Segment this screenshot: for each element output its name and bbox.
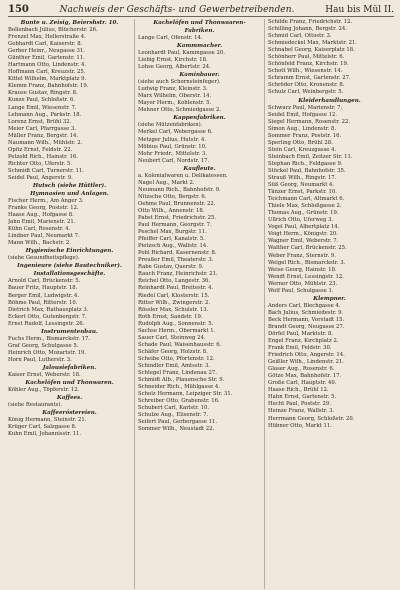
section-heading: Ingenieure (siehe Bautechniker). bbox=[17, 263, 122, 270]
directory-entry: Horn Paul, Lutherstr. 3. bbox=[8, 356, 72, 363]
directory-entry: Kühn Carl, Rosenstr. 4. bbox=[8, 226, 71, 233]
directory-entry: Beck Hermann, Vorstadt 15. bbox=[268, 316, 345, 323]
directory-entry: Bauer Fritz, Hauptstr. 18. bbox=[8, 285, 78, 292]
directory-entry: Oehme Paul, Brunnenstr. 22. bbox=[138, 200, 216, 207]
directory-entry: Weber Franz, Sternstr. 9. bbox=[268, 252, 336, 259]
directory-entry: Heinze Franz, Wallstr. 3. bbox=[268, 408, 335, 415]
directory-entry: Lange Carl, Ofenstr. 14. bbox=[138, 35, 203, 41]
directory-entry: Merkel Carl, Webergasse 6. bbox=[138, 129, 213, 136]
directory-entry: Pohl Richard, Kasernenstr. 8. bbox=[138, 250, 217, 257]
directory-entry: Schönfeld Franz, Kirchstr. 19. bbox=[268, 61, 349, 68]
directory-entry: Lohse Georg, Albertstr. 24. bbox=[138, 64, 211, 71]
section-heading: Kachelöfen und Thonwaaren- bbox=[153, 20, 246, 26]
directory-entry: Mehner Otto, Schmiedgasse 2. bbox=[138, 107, 221, 114]
directory-entry: Seifert Paul, Gerbergasse 11. bbox=[138, 419, 218, 426]
section-heading: Hygienische Einrichtungen. bbox=[25, 248, 114, 255]
directory-entry: Schmidt Carl, Turnerstr. 11. bbox=[8, 167, 84, 174]
directory-entry: Strauß Wilh., Ringstr. 17. bbox=[268, 174, 337, 181]
directory-entry: Scholz Hermann, Leipziger Str. 31. bbox=[138, 391, 233, 398]
section-heading: Kleiderhandlungen. bbox=[298, 97, 361, 104]
directory-entry: Süß Georg, Neumarkt 4. bbox=[268, 182, 335, 189]
directory-entry: Schreiber Otto, Grabenstr. 16. bbox=[138, 398, 220, 405]
directory-entry: Marx Wilhelm, Oberstr. 14. bbox=[138, 93, 212, 100]
section-heading: Kaffees. bbox=[56, 395, 83, 402]
directory-entry: Kittel Wilhelm, Marktplatz 9. bbox=[8, 76, 87, 83]
directory-entry: Preußer Emil, Theaterstr. 3. bbox=[138, 257, 214, 264]
directory-entry: Siegel Hermann, Rosenstr. 22. bbox=[268, 118, 351, 125]
directory-entry: Thiele Max, Schloßgasse 2. bbox=[268, 203, 342, 210]
directory-entry: Schilling Johann, Bergstr. 24. bbox=[268, 26, 347, 33]
directory-entry: Neubert Carl, Nordstr. 17. bbox=[138, 157, 210, 164]
directory-entry: Bach Julius, Schmiedestr. 9. bbox=[268, 309, 344, 316]
directory-entry: Leonhardt Paul, Kammgasse 20. bbox=[138, 50, 225, 57]
directory-entry: Reichel Otto, Langestr. 36. bbox=[138, 278, 211, 285]
directory-entry: Friedrich Otto, Angerstr. 14. bbox=[268, 352, 345, 359]
page-header bbox=[8, 4, 394, 17]
directory-entry: Naumann Wilh., Mühlstr. 2. bbox=[8, 139, 83, 146]
directory-entry: Bollenbach Julius, Blücherstr. 26. bbox=[8, 27, 98, 33]
directory-entry: Wagner Emil, Weberstr. 7. bbox=[268, 238, 339, 245]
directory-entry: Wendt Ernst, Lessingstr. 12. bbox=[268, 273, 344, 280]
directory-entry: Schönherr Paul, Mittelstr. 6. bbox=[268, 54, 345, 61]
section-heading: Instrumentenbau. bbox=[41, 328, 98, 335]
section-heading: Bunte u. Zeisig, Beiershstr. 10. bbox=[20, 20, 119, 26]
directory-entry: Schilde Franz, Friedrichstr. 12. bbox=[268, 19, 353, 25]
page-title: Nachweis der Geschäfts- und Gewerbetreibenden. bbox=[59, 5, 295, 15]
directory-entry: Lorenz Ernst, Brühl 32. bbox=[8, 118, 72, 125]
directory-entry: Sperling Otto, Brühl 28. bbox=[268, 139, 333, 146]
directory-entry: Hecht Paul, Poststr. 29. bbox=[268, 401, 331, 408]
directory-entry: Schneider Rich., Mühlgasse 4. bbox=[138, 384, 220, 391]
directory-entry: Neumann Rich., Bahnhofstr. 9. bbox=[138, 186, 221, 193]
directory-entry: Dietrich Max, Rathausplatz 3. bbox=[8, 306, 89, 313]
directory-entry: Ullrich Otto, Uferweg 3. bbox=[268, 217, 334, 224]
directory-entry: Stöckel Paul, Bahnhofstr. 35. bbox=[268, 167, 346, 174]
directory-entry: Pabst Ernst, Friedrichstr. 25. bbox=[138, 214, 217, 221]
directory-entry: Pietzsch Aug., Wallstr. 14. bbox=[138, 243, 208, 250]
directory-entry: Kunze Paul, Schloßstr. 6. bbox=[8, 97, 75, 104]
directory-entry: a. Kolonialwaren u. Delikatessen. bbox=[138, 172, 228, 179]
directory-entry: Paul Hermann, Georgstr. 7. bbox=[138, 222, 212, 229]
columns bbox=[8, 19, 394, 589]
directory-entry: Böhme Paul, Ritterstr. 10. bbox=[8, 299, 78, 306]
directory-entry: Mayer Herm., Kohlenstr. 5. bbox=[138, 100, 212, 107]
section-heading: Kappenfabriken. bbox=[173, 115, 226, 122]
directory-entry: Sommer Wilh., Neustadt 22. bbox=[138, 426, 215, 433]
directory-entry: Seidel Emil, Hofgasse 12. bbox=[268, 111, 338, 118]
directory-entry: Schramm Ernst, Gartenstr. 27. bbox=[268, 75, 351, 82]
directory-entry: Große Carl, Hauptstr. 40. bbox=[268, 380, 337, 387]
directory-entry: Graf Georg, Schulgasse 5. bbox=[8, 342, 79, 349]
section-heading: Kaffeeröstereien. bbox=[42, 410, 97, 417]
directory-entry: Geißler Wilh., Lindenstr. 21. bbox=[268, 359, 344, 366]
directory-entry: Petzold Rich., Hainstr. 16. bbox=[8, 153, 78, 160]
directory-entry: Schmidt Alb., Plauensche Str. 9. bbox=[138, 377, 225, 384]
directory-entry: Weigel Rich., Bismarckstr. 3. bbox=[268, 259, 346, 266]
directory-entry: Dörfel Paul, Marktstr. 8. bbox=[268, 330, 334, 337]
directory-entry: Krause Gustav, Ringstr. 8. bbox=[8, 90, 78, 97]
directory-entry: Peschel Max, Burgstr. 11. bbox=[138, 229, 207, 236]
section-heading: Hutsch (siehe Hüttler). bbox=[32, 183, 107, 190]
section-heading: Kaufleute. bbox=[183, 165, 216, 172]
directory-entry: Reinhardt Paul, Breitestr. 4. bbox=[138, 285, 214, 292]
directory-entry: Kuhn Emil, Johannisstr. 11. bbox=[8, 431, 82, 438]
directory-entry: Opitz Ernst, Feldstr. 22. bbox=[8, 146, 73, 153]
section-heading: Kaminbauer. bbox=[179, 72, 220, 79]
directory-entry: Meier Carl, Pfarrgasse 3. bbox=[8, 125, 77, 132]
directory-entry: Stein Carl, Kreuzgasse 4. bbox=[268, 146, 337, 153]
directory-entry: König Hermann, Steinstr. 21. bbox=[8, 417, 87, 424]
directory-entry: Ritter Wilh., Zwingerstr. 2. bbox=[138, 299, 211, 306]
directory-entry: Nitzsche Otto, Bergstr. 6. bbox=[138, 193, 207, 200]
directory-entry: Voigt Herm., Königstr. 20. bbox=[268, 231, 338, 238]
directory-entry: Thomas Aug., Grünstr. 19. bbox=[268, 210, 339, 217]
directory-entry: Hahn Ernst, Gartenstr. 5. bbox=[268, 394, 337, 401]
directory-entry: Krüger Carl, Salzgasse 8. bbox=[8, 424, 77, 431]
directory-entry: Vogel Paul, Albertplatz 14. bbox=[268, 224, 340, 231]
directory-entry: Schäfer Georg, Holzstr. 8. bbox=[138, 348, 208, 355]
directory-entry: Hartmann Otto, Lindenstr. 4. bbox=[8, 62, 87, 69]
directory-entry: Ludwig Franz, Kleinstr. 3. bbox=[138, 86, 208, 93]
directory-entry: Pfeiffer Carl, Kanalstr. 5. bbox=[138, 236, 205, 243]
directory-entry: Götze Max, Bahnhofstr. 17. bbox=[268, 373, 342, 380]
directory-entry: Werner Otto, Mühlstr. 23. bbox=[268, 280, 338, 287]
section-heading: Hymnasien und Anlagen. bbox=[30, 191, 109, 198]
directory-entry: Otto Wilh., Annenstr. 18. bbox=[138, 207, 205, 214]
directory-entry: Franke Georg, Poststr. 12. bbox=[8, 205, 79, 212]
directory-entry: Liebig Ernst, Kirchstr. 18. bbox=[138, 57, 208, 64]
directory-entry: Haase Aug., Hofgasse 8. bbox=[8, 212, 74, 219]
directory-entry: Steinbach Emil, Zeitzer Str. 11. bbox=[268, 153, 353, 160]
directory-entry: Schindler Emil, Amtsstr. 3. bbox=[138, 362, 211, 369]
directory-entry: Rauch Franz, Heinrichstr. 21. bbox=[138, 271, 218, 278]
column-1 bbox=[8, 19, 135, 589]
column-3 bbox=[268, 19, 394, 589]
directory-entry: Günther Emil, Gartenstr. 11. bbox=[8, 55, 85, 62]
directory-entry: Fischer Herm., Am Anger 3. bbox=[8, 198, 84, 205]
directory-entry: Lehmann Aug., Parkstr. 18. bbox=[8, 111, 82, 118]
directory-entry: Schade Paul, Waisenhausstr. 6. bbox=[138, 341, 222, 348]
directory-entry: Haase Rich., Brühl 12. bbox=[268, 387, 329, 394]
directory-entry: Rössler Max, Schulstr. 13. bbox=[138, 306, 209, 313]
directory-entry: Schmiedeckel Max, Marktstr. 21. bbox=[268, 40, 358, 47]
directory-entry: Lange Emil, Wiesenstr. 7. bbox=[8, 104, 77, 111]
directory-entry: Schlegel Franz, Lindenau 27. bbox=[138, 370, 217, 377]
directory-entry: Simon Aug., Lindenstr. 8. bbox=[268, 125, 337, 132]
directory-entry: Richter Otto, Uferstr. 5. bbox=[8, 160, 73, 167]
section-heading: Installationsgeschäfte. bbox=[33, 271, 106, 278]
directory-entry: Stephan Rich., Feldgasse 9. bbox=[268, 160, 343, 167]
directory-entry: Hübner Otto, Markt 11. bbox=[268, 422, 332, 429]
directory-entry: Lindner Paul, Neumarkt 7. bbox=[8, 233, 80, 240]
directory-entry: Brandt Georg, Neugasse 27. bbox=[268, 323, 345, 330]
directory-entry: Glaser Aug., Rosenstr. 6. bbox=[268, 366, 335, 373]
directory-entry: Schnabel Georg, Kaiserplatz 18. bbox=[268, 47, 355, 54]
directory-entry: (siehe Restaurants). bbox=[8, 402, 63, 409]
directory-entry: Frank Emil, Feldstr. 30. bbox=[268, 345, 332, 352]
column-2 bbox=[138, 19, 265, 589]
page-number: 150 bbox=[8, 4, 29, 15]
directory-entry: Schröder Otto, Kronenstr. 8. bbox=[268, 82, 345, 89]
directory-entry: Gerber Heinr., Neugasse 31. bbox=[8, 48, 85, 55]
directory-entry: Riedel Carl, Klosterstr. 15. bbox=[138, 292, 210, 299]
directory-entry: Wolf Paul, Schulgasse 1. bbox=[268, 287, 334, 294]
directory-entry: Schmid Carl, Ottostr. 3. bbox=[268, 33, 332, 40]
directory-entry: Sachse Herm., Obermarkt 1. bbox=[138, 327, 216, 334]
directory-entry: (siehe auch Schornsteinfeger). bbox=[138, 79, 221, 86]
directory-entry: Möbius Paul, Grünstr. 10. bbox=[138, 143, 207, 150]
directory-entry: Roth Ernst, Sandstr. 19. bbox=[138, 313, 203, 320]
directory-entry: Mann Wilh., Bachstr. 2. bbox=[8, 240, 71, 247]
section-range: Hau bis Mül II. bbox=[325, 5, 394, 15]
directory-entry: (siehe Gesundheitspflege). bbox=[8, 255, 80, 262]
directory-entry: Metzger Julius, Hutstr. 4. bbox=[138, 136, 207, 143]
directory-entry: Weise Georg, Hainstr. 18. bbox=[268, 266, 337, 273]
directory-entry: Berger Emil, Ludwigstr. 4. bbox=[8, 292, 80, 299]
directory-entry: Eckert Otto, Gutenbergstr. 7. bbox=[8, 313, 87, 320]
directory-entry: Scheibe Otto, Pfortenstr. 12. bbox=[138, 355, 215, 362]
directory-entry: Kaiser Ernst, Weberstr. 18. bbox=[8, 371, 81, 378]
directory-entry: Teichmann Carl, Altmarkt 6. bbox=[268, 196, 345, 203]
directory-entry: Sommer Franz, Poststr. 16. bbox=[268, 132, 342, 139]
directory-entry: Engel Franz, Kirchplatz 2. bbox=[268, 338, 339, 345]
section-heading: Klempner. bbox=[313, 295, 346, 302]
directory-entry: Heinrich Otto, Mozartstr. 19. bbox=[8, 349, 87, 356]
directory-entry: Schulze Aug., Elisenstr. 7. bbox=[138, 412, 209, 419]
directory-entry: Klemm Franz, Bahnhofstr. 19. bbox=[8, 83, 89, 90]
directory-entry: Sauer Carl, Steinweg 24. bbox=[138, 334, 206, 341]
directory-entry: Hoffmann Carl, Kreuzstr. 25. bbox=[8, 69, 86, 76]
section-heading: Jalousiefabriken. bbox=[42, 364, 97, 371]
section-heading: Kachelöfen und Thonwaren. bbox=[25, 379, 114, 386]
directory-entry: Fuchs Herm., Bismarckstr. 17. bbox=[8, 335, 91, 342]
directory-entry: Arnold Carl, Brückenstr. 5. bbox=[8, 278, 81, 285]
section-heading: Kammmacher. bbox=[176, 43, 223, 50]
directory-entry: Gebhardt Carl, Kaiserstr. 8. bbox=[8, 41, 83, 48]
directory-entry: Köhler Aug., Töpferstr. 12. bbox=[8, 386, 80, 393]
directory-entry: Nagel Aug., Markt 2. bbox=[138, 179, 195, 186]
directory-entry: Schwarz Paul, Marienstr. 7. bbox=[268, 104, 343, 111]
section-heading: Fabriken. bbox=[184, 28, 215, 34]
directory-entry: Rabe Gustav, Querstr. 9. bbox=[138, 264, 204, 271]
directory-entry: Frenzel Max, Hellerstraße 4. bbox=[8, 34, 86, 41]
directory-entry: Mohr Friedr., Mittelstr. 3. bbox=[138, 150, 208, 157]
directory-entry: Anders Carl, Blechgasse 4. bbox=[268, 302, 341, 309]
directory-entry: Tänzer Ernst, Parkstr. 10. bbox=[268, 189, 337, 196]
directory-entry: Walther Carl, Brückenstr. 25. bbox=[268, 245, 347, 252]
directory-entry: Rudolph Aug., Sonnenstr. 5. bbox=[138, 320, 214, 327]
directory-entry: (siehe Mützenfabriken). bbox=[138, 122, 203, 129]
directory-entry: Ernst Rudolf, Lessingstr. 26. bbox=[8, 320, 85, 327]
directory-entry: Jahn Emil, Marienstr. 21. bbox=[8, 219, 76, 226]
directory-entry: Schulz Carl, Weinbergstr. 5. bbox=[268, 89, 344, 96]
directory-entry: Herrmann Georg, Schloßstr. 20. bbox=[268, 415, 355, 422]
directory-entry: Schubert Carl, Karlstr. 10. bbox=[138, 405, 210, 412]
directory-entry: Müller Franz, Bergstr. 14. bbox=[8, 132, 79, 139]
directory-entry: Seidel Paul, Angerstr. 9. bbox=[8, 174, 73, 181]
directory-entry: Schott Wilh., Wiesenstr. 14. bbox=[268, 68, 343, 75]
